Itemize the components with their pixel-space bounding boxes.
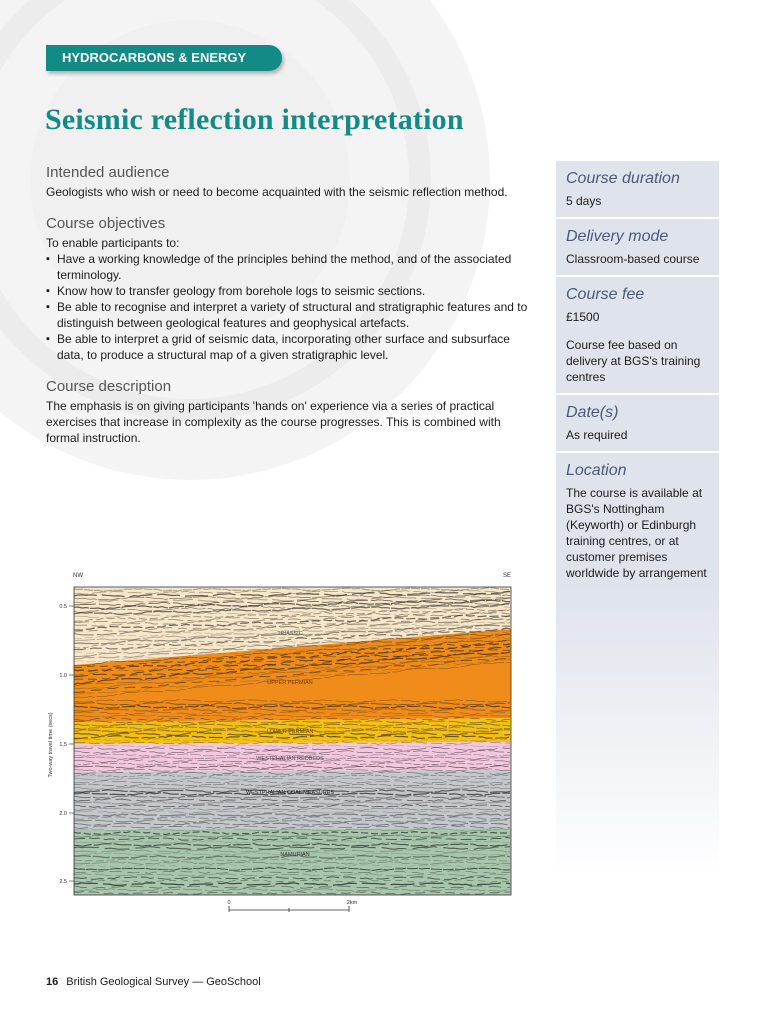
sidebar-heading: Date(s) — [566, 404, 619, 421]
fee-box — [556, 277, 719, 393]
label-lower-permian: LOWER PERMIAN — [266, 729, 314, 735]
sidebar-heading: Delivery mode — [566, 228, 669, 245]
course-info-sidebar — [556, 161, 719, 877]
section-heading: Intended audience — [46, 164, 170, 181]
tick-label: 2.5 — [59, 879, 67, 885]
scale-bar — [227, 900, 357, 912]
tick-label: 0.5 — [59, 604, 67, 610]
sidebar-value: 5 days — [566, 194, 602, 208]
section-text: Geologists who wish or need to become acquainted with the seismic reflection method. — [46, 185, 508, 199]
section-heading: Course objectives — [46, 215, 166, 232]
label-westphalian-redbeds: WESTPHALIAN REDBEDS — [256, 756, 324, 762]
scale-start-label: 0 — [227, 900, 231, 906]
intended-audience-section — [46, 163, 536, 200]
list-item: ▪ Know how to transfer geology from borehole logs to seismic sections. — [46, 283, 536, 299]
tick-label: 2.0 — [59, 811, 67, 817]
sidebar-heading: Location — [566, 462, 627, 479]
list-item: ▪ Have a working knowledge of the principles behind the method, and of the associated terminology. — [46, 251, 536, 283]
y-axis-title: Two-way travel time (secs) — [48, 712, 54, 778]
page-footer — [46, 976, 261, 988]
tick-label: 1.0 — [59, 673, 67, 679]
objectives-list — [46, 251, 536, 363]
course-objectives-section — [46, 214, 536, 363]
dates-box — [556, 395, 719, 451]
y-axis — [59, 604, 67, 885]
publication-name: British Geological Survey — GeoSchool — [66, 976, 261, 988]
sidebar-value: £1500 — [566, 310, 600, 324]
sidebar-note: Course fee based on delivery at BGS's training centres — [566, 338, 701, 384]
se-label: SE — [503, 573, 512, 579]
section-text: The emphasis is on giving participants 'hands on' experience via a series of practical exercises that increase in complexity as the course progresses. This is combined with formal instruction. — [46, 399, 501, 445]
label-triassic: TRIASSIC — [277, 631, 303, 637]
label-upper-permian: UPPER PERMIAN — [267, 680, 313, 686]
sidebar-heading: Course duration — [566, 170, 680, 187]
course-description-section — [46, 377, 536, 446]
seismic-section-figure — [40, 560, 530, 920]
label-westphalian-coal-measures: WESTPHALIAN COAL MEASURES — [245, 790, 335, 796]
sidebar-fade — [556, 587, 719, 877]
delivery-box — [556, 219, 719, 275]
sidebar-value: Classroom-based course — [566, 252, 700, 266]
nw-label: NW — [73, 573, 83, 579]
page-number: 16 — [46, 976, 59, 988]
sidebar-value: The course is available at BGS's Nottingham (Keyworth) or Edinburgh training centres, or at customer premises worldwide by arrangement — [566, 486, 707, 580]
location-box — [556, 453, 719, 589]
sidebar-value: As required — [566, 428, 628, 442]
page-title: Seismic reflection interpretation — [45, 103, 464, 136]
category-badge: HYDROCARBONS & ENERGY — [46, 45, 282, 71]
scale-end-label: 2km — [346, 900, 358, 906]
tick-label: 1.5 — [59, 742, 67, 748]
list-item: ▪ Be able to recognise and interpret a variety of structural and stratigraphic features and to distinguish between geological features and geophysical artefacts. — [46, 299, 536, 331]
main-content — [46, 163, 536, 460]
section-heading: Course description — [46, 378, 172, 395]
y-ticks — [69, 606, 74, 881]
sidebar-heading: Course fee — [566, 286, 645, 303]
duration-box — [556, 161, 719, 217]
list-item: ▪ Be able to interpret a grid of seismic data, incorporating other surface and subsurface data, to produce a structural map of a given stratigraphic level. — [46, 331, 536, 363]
section-intro: To enable participants to: — [46, 236, 180, 250]
label-namurian: NAMURIAN — [280, 852, 310, 858]
